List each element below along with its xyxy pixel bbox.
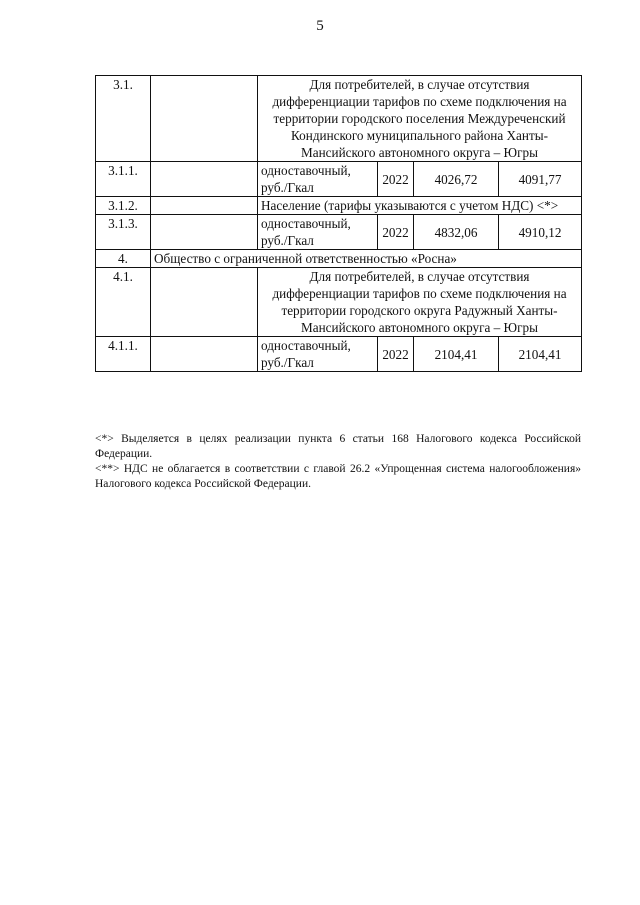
tariff-value-1: 4026,72 xyxy=(414,162,499,197)
row-number: 3.1. xyxy=(96,76,151,162)
empty-cell xyxy=(151,215,258,250)
footnote-vat: <*> Выделяется в целях реализации пункта 6 статьи 168 Налогового кодекса Российской Федерации. xyxy=(95,433,581,460)
row-number: 4. xyxy=(96,250,151,268)
row-description: Для потребителей, в случае отсутствия дифференциации тарифов по схеме подключения на территории городского поселения Междуреченский Кондинского муниципального района Ханты-Мансийского автономного округа – Югры xyxy=(258,76,582,162)
tariff-table xyxy=(95,75,582,372)
empty-cell xyxy=(151,76,258,162)
table-row-3-1-3 xyxy=(96,215,582,250)
footnotes xyxy=(95,432,581,492)
tariff-value-2: 2104,41 xyxy=(499,337,582,372)
table-row-4-1-1 xyxy=(96,337,582,372)
rate-type: одноставочный, руб./Гкал xyxy=(258,215,378,250)
tariff-value-2: 4091,77 xyxy=(499,162,582,197)
row-number: 3.1.2. xyxy=(96,197,151,215)
year-cell: 2022 xyxy=(378,162,414,197)
empty-cell xyxy=(151,337,258,372)
table-row-3-1-1 xyxy=(96,162,582,197)
rate-type: одноставочный, руб./Гкал xyxy=(258,162,378,197)
tariff-value-1: 2104,41 xyxy=(414,337,499,372)
row-description: Население (тарифы указываются с учетом НДС) <*> xyxy=(258,197,582,215)
rate-type: одноставочный, руб./Гкал xyxy=(258,337,378,372)
organization-name: Общество с ограниченной ответственностью «Росна» xyxy=(151,250,582,268)
empty-cell xyxy=(151,197,258,215)
row-number: 4.1.1. xyxy=(96,337,151,372)
row-number: 3.1.1. xyxy=(96,162,151,197)
row-description: Для потребителей, в случае отсутствия дифференциации тарифов по схеме подключения на территории городского округа Радужный Ханты-Мансийского автономного округа – Югры xyxy=(258,268,582,337)
empty-cell xyxy=(151,268,258,337)
page-number: 5 xyxy=(316,18,324,34)
table-row-4 xyxy=(96,250,582,268)
tariff-value-2: 4910,12 xyxy=(499,215,582,250)
year-cell: 2022 xyxy=(378,215,414,250)
row-number: 3.1.3. xyxy=(96,215,151,250)
table-row-4-1 xyxy=(96,268,582,337)
tariff-value-1: 4832,06 xyxy=(414,215,499,250)
footnote-no-vat: <**> НДС не облагается в соответствии с главой 26.2 «Упрощенная система налогообложения» Налогового кодекса Российской Федерации. xyxy=(95,463,581,490)
year-cell: 2022 xyxy=(378,337,414,372)
row-number: 4.1. xyxy=(96,268,151,337)
empty-cell xyxy=(151,162,258,197)
table-row-3-1 xyxy=(96,76,582,162)
table-row-3-1-2 xyxy=(96,197,582,215)
